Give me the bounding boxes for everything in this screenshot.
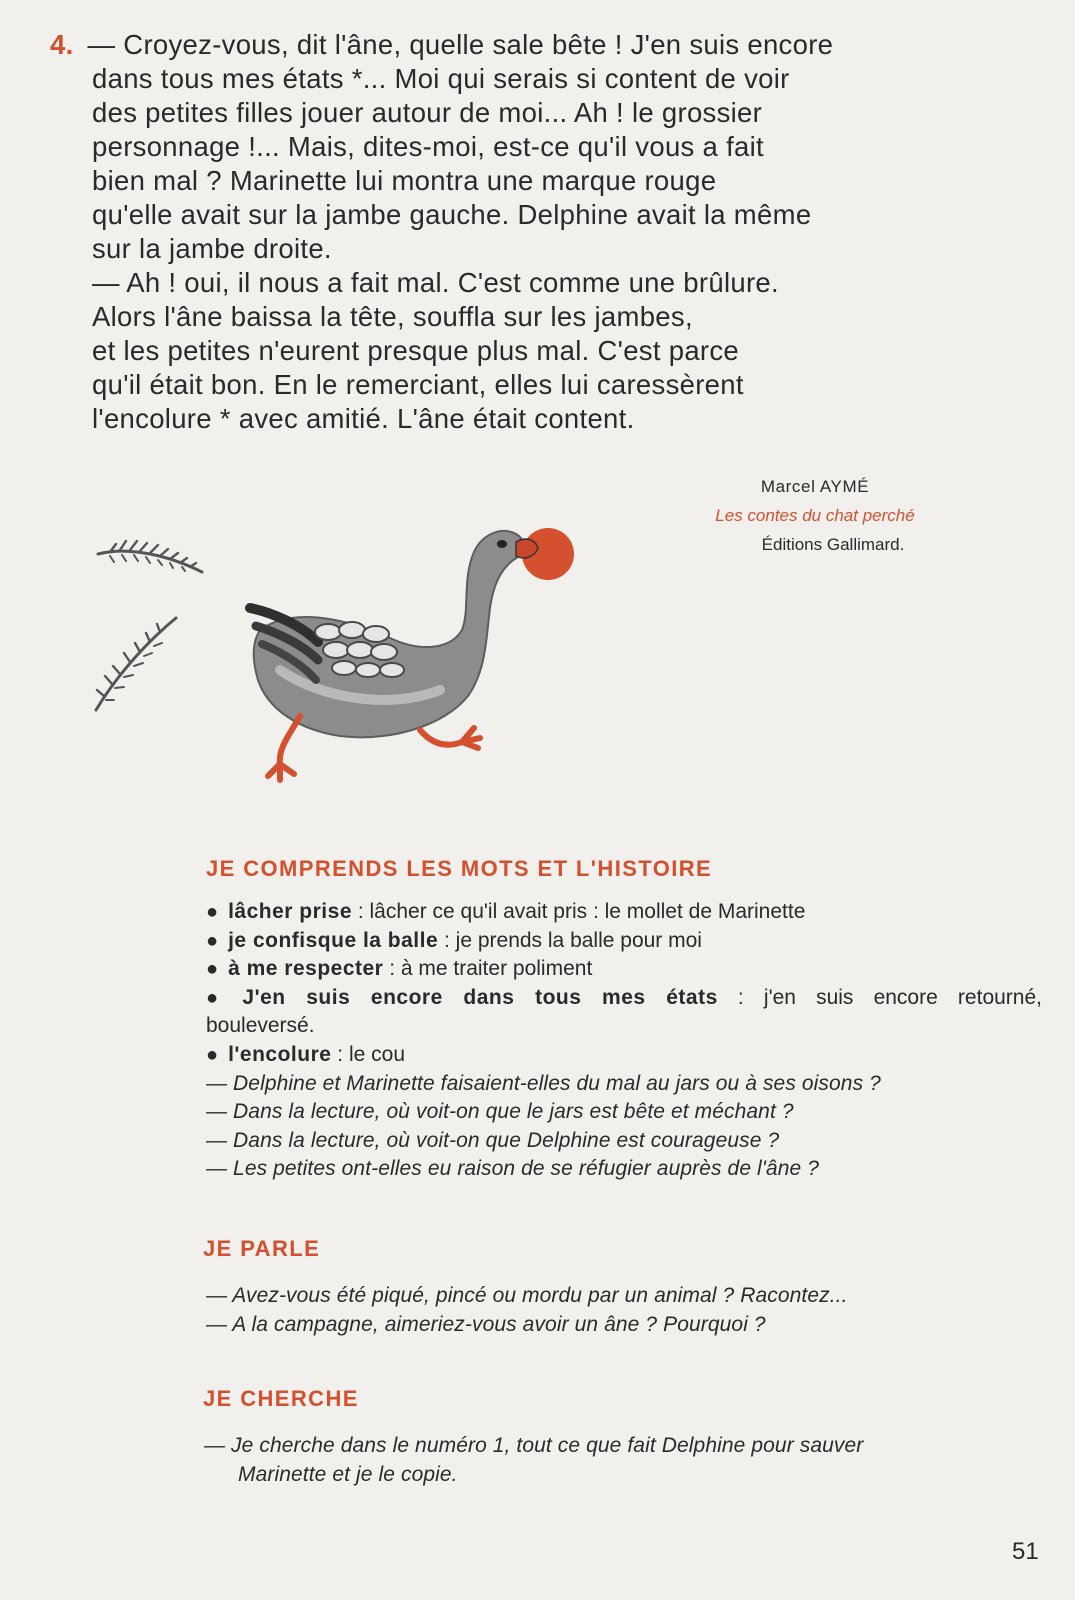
question-item: — Dans la lecture, où voit-on que le jars est bête et méchant ? [206, 1100, 794, 1124]
cherche-questions [204, 1432, 1040, 1489]
section-title-cherche: JE CHERCHE [203, 1386, 359, 1411]
story-line: Alors l'âne baissa la tête, souffla sur les jambes, [92, 301, 693, 332]
citation-book: Les contes du chat perché [715, 506, 915, 525]
definition-item: ● à me respecter : à me traiter poliment [206, 957, 593, 981]
definition-term: J'en suis encore dans tous mes états [242, 985, 718, 1009]
story-line: bien mal ? Marinette lui montra une marque rouge [92, 165, 717, 196]
definition-term: lâcher prise [228, 900, 352, 923]
story-line: dans tous mes états *... Moi qui serais si content de voir [92, 63, 790, 94]
section-title-comprends: JE COMPRENDS LES MOTS ET L'HISTOIRE [206, 856, 713, 881]
question-continuation: Marinette et je le copie. [238, 1462, 458, 1486]
story-line: qu'elle avait sur la jambe gauche. Delphine avait la même [92, 199, 812, 230]
story-line: sur la jambe droite. [92, 233, 332, 264]
definition-term: à me respecter [228, 957, 384, 981]
definition-item: ● l'encolure : le cou [206, 1042, 405, 1066]
goose [250, 528, 574, 780]
question-item: — Je cherche dans le numéro 1, tout ce que fait Delphine pour sauver [204, 1434, 864, 1457]
definition-item: ● J'en suis encore dans tous mes états : j'en suis encore retourné, [206, 985, 1042, 1009]
citation-author: Marcel AYMÉ [760, 477, 870, 496]
story-text [50, 28, 1050, 436]
question-item: — Les petites ont-elles eu raison de se réfugier auprès de l'âne ? [206, 1157, 819, 1181]
story-line: — Ah ! oui, il nous a fait mal. C'est comme une brûlure. [92, 267, 779, 298]
definition-item: ● lâcher prise : lâcher ce qu'il avait pris : le mollet de Marinette [206, 900, 806, 923]
definition-continuation: bouleversé. [206, 1014, 315, 1038]
definition-text: : lâcher ce qu'il avait pris : le mollet de Marinette [352, 900, 806, 923]
definitions-list [206, 898, 1042, 1184]
citation-publisher: Éditions Gallimard. [761, 535, 905, 554]
feather-icon [98, 541, 202, 572]
definition-text: : j'en suis encore retourné, [717, 985, 1042, 1009]
definition-text: : je prends la balle pour moi [438, 928, 702, 952]
parle-questions [206, 1282, 1042, 1339]
story-line: personnage !... Mais, dites-moi, est-ce qu'il vous a fait [92, 131, 764, 162]
question-item: — Avez-vous été piqué, pincé ou mordu par un animal ? Racontez... [206, 1284, 848, 1307]
page-number: 51 [1012, 1538, 1039, 1565]
feather-icon [96, 618, 176, 710]
story-line: qu'il était bon. En le remerciant, elles lui caressèrent [92, 369, 744, 400]
definition-term: l'encolure [228, 1042, 332, 1066]
story-line: 4. — Croyez-vous, dit l'âne, quelle sale bête ! J'en suis encore [50, 29, 834, 60]
definition-item: ● je confisque la balle : je prends la balle pour moi [206, 928, 702, 952]
citation [640, 472, 990, 559]
story-line: des petites filles jouer autour de moi... Ah ! le grossier [92, 97, 763, 128]
question-item: — Dans la lecture, où voit-on que Delphine est courageuse ? [206, 1128, 780, 1152]
definition-term: je confisque la balle [228, 928, 439, 952]
section-title-parle: JE PARLE [203, 1236, 321, 1261]
question-item: — Delphine et Marinette faisaient-elles du mal au jars ou à ses oisons ? [206, 1071, 881, 1095]
story-number: 4. [50, 29, 74, 60]
definition-text: : le cou [331, 1042, 405, 1066]
question-item: — A la campagne, aimeriez-vous avoir un âne ? Pourquoi ? [206, 1312, 766, 1336]
story-line: l'encolure * avec amitié. L'âne était content. [92, 403, 635, 434]
goose-illustration-icon [90, 520, 610, 800]
story-line: et les petites n'eurent presque plus mal. C'est parce [92, 335, 740, 366]
definition-text: : à me traiter poliment [383, 957, 593, 981]
